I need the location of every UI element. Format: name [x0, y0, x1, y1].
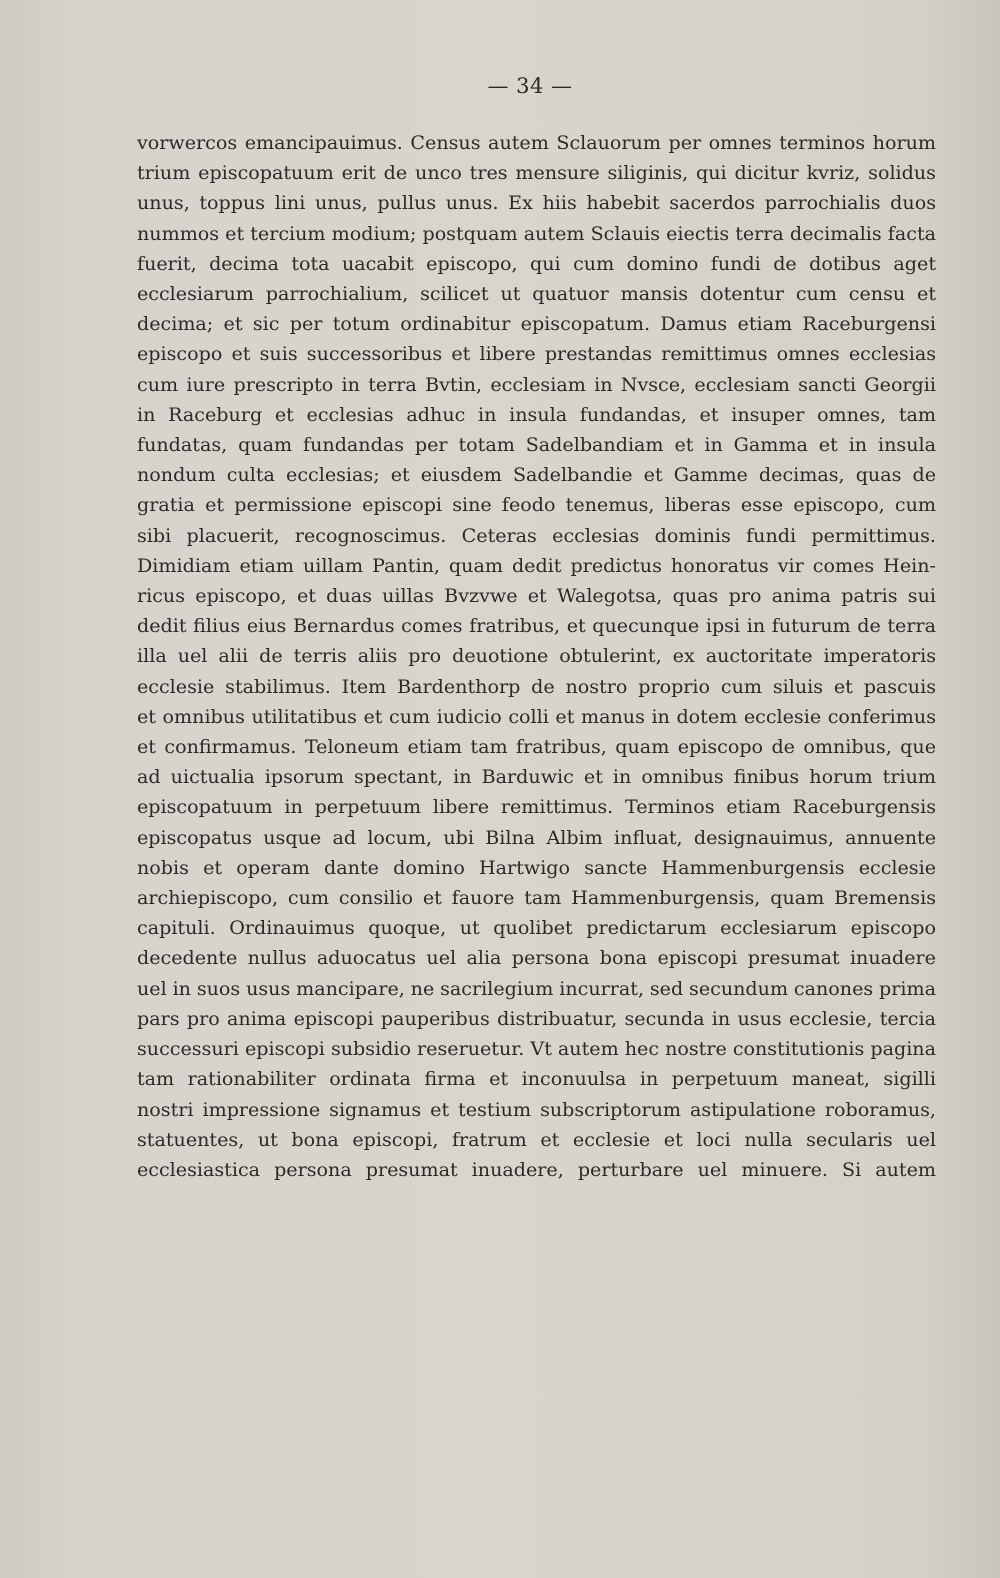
- text-line: fuerit, decima tota uacabit episcopo, qui cum domino fundi de dotibus aget: [137, 251, 936, 275]
- text-line: dedit filius eius Bernardus comes fratribus, et quecunque ipsi in futurum de terra: [137, 614, 936, 638]
- text-line: Dimidiam etiam uillam Pantin, quam dedit predictus honoratus vir comes Hein-: [137, 553, 936, 577]
- text-line: ecclesiastica persona presumat inuadere, perturbare uel minuere. Si autem: [137, 1157, 936, 1181]
- text-line: successuri episcopi subsidio reseruetur. Vt autem hec nostre constitutionis pagina: [137, 1037, 936, 1061]
- text-line: episcopo et suis successoribus et libere prestandas remittimus omnes ecclesias: [137, 342, 936, 366]
- text-line: et confirmamus. Teloneum etiam tam fratribus, quam episcopo de omnibus, que: [137, 735, 936, 759]
- text-line: fundatas, quam fundandas per totam Sadelbandiam et in Gamma et in insula: [137, 433, 936, 457]
- text-line: nostri impressione signamus et testium subscriptorum astipulatione roboramus,: [137, 1097, 936, 1121]
- text-line: in Raceburg et ecclesias adhuc in insula fundandas, et insuper omnes, tam: [137, 402, 936, 426]
- text-line: pars pro anima episcopi pauperibus distribuatur, secunda in usus ecclesie, tercia: [137, 1006, 936, 1030]
- text-line: ricus episcopo, et duas uillas Bvzvwe et Walegotsa, quas pro anima patris sui: [137, 584, 936, 608]
- text-line: trium episcopatuum erit de unco tres mensure siliginis, qui dicitur kvriz, solidus: [137, 161, 936, 185]
- text-line: tam rationabiliter ordinata firma et inconuulsa in perpetuum maneat, sigilli: [137, 1067, 936, 1091]
- text-line: gratia et permissione episcopi sine feodo tenemus, liberas esse episcopo, cum: [137, 493, 936, 517]
- text-line: ecclesie stabilimus. Item Bardenthorp de nostro proprio cum siluis et pascuis: [137, 674, 936, 698]
- text-line: episcopatuum in perpetuum libere remittimus. Terminos etiam Raceburgensis: [137, 795, 936, 819]
- text-line: et omnibus utilitatibus et cum iudicio colli et manus in dotem ecclesie conferimus: [137, 704, 936, 728]
- text-line: archiepiscopo, cum consilio et fauore tam Hammenburgensis, quam Bremensis: [137, 886, 936, 910]
- text-line: decima; et sic per totum ordinabitur episcopatum. Damus etiam Raceburgensi: [137, 312, 936, 336]
- text-line: sibi placuerit, recognoscimus. Ceteras ecclesias dominis fundi permittimus.: [137, 523, 936, 547]
- text-line: unus, toppus lini unus, pullus unus. Ex hiis habebit sacerdos parrochialis duos: [137, 191, 936, 215]
- text-line: ad uictualia ipsorum spectant, in Barduwic et in omnibus finibus horum trium: [137, 765, 936, 789]
- text-line: ecclesiarum parrochialium, scilicet ut quatuor mansis dotentur cum censu et: [137, 282, 936, 306]
- text-line: vorwercos emancipauimus. Census autem Sclauorum per omnes terminos horum: [137, 131, 936, 154]
- text-line: capituli. Ordinauimus quoque, ut quolibet predictarum ecclesiarum episcopo: [137, 916, 936, 940]
- body-text: [137, 128, 936, 1185]
- text-line: nondum culta ecclesias; et eiusdem Sadelbandie et Gamme decimas, quas de: [137, 463, 936, 487]
- text-line: decedente nullus aduocatus uel alia persona bona episcopi presumat inuadere: [137, 946, 936, 970]
- text-line: episcopatus usque ad locum, ubi Bilna Albim influat, designauimus, annuente: [137, 825, 936, 849]
- text-line: statuentes, ut bona episcopi, fratrum et ecclesie et loci nulla secularis uel: [137, 1127, 936, 1151]
- text-line: cum iure prescripto in terra Bvtin, ecclesiam in Nvsce, ecclesiam sancti Georgii: [137, 372, 936, 396]
- text-line: nobis et operam dante domino Hartwigo sancte Hammenburgensis ecclesie: [137, 855, 936, 879]
- page-number: — 34 —: [487, 74, 573, 98]
- text-line: uel in suos usus mancipare, ne sacrilegium incurrat, sed secundum canones prima: [137, 976, 936, 1000]
- text-line: illa uel alii de terris aliis pro deuotione obtulerint, ex auctoritate imperatoris: [137, 644, 936, 668]
- text-line: nummos et tercium modium; postquam autem Sclauis eiectis terra decimalis facta: [137, 221, 936, 245]
